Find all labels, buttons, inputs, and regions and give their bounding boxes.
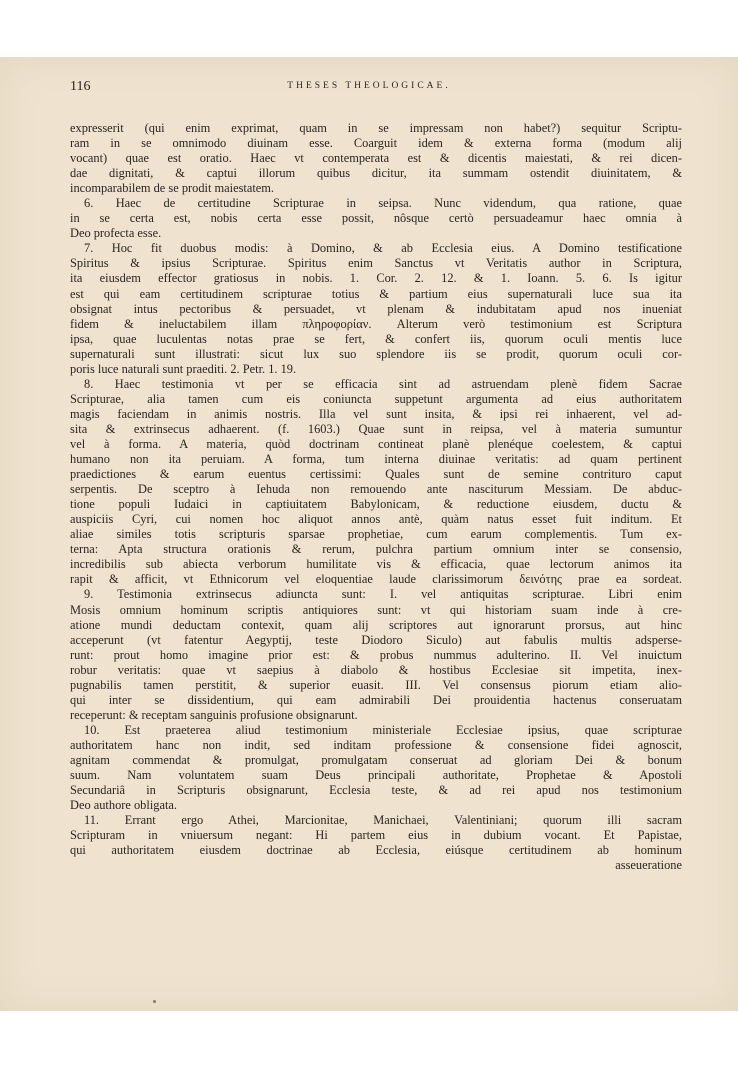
text-line: Deo profecta esse.: [70, 226, 162, 241]
text-line: sita & extrinsecus adhaerent. (f. 1603.) Quae sunt in reipsa, vel à materia sumuntur: [70, 421, 682, 436]
text-line: atione mundi deductam contexit, quam alij scriptores aut ignorarunt prorsus, aut hinc: [70, 617, 682, 632]
text-line: asseueratione: [615, 858, 682, 873]
text-line: 8. Haec testimonia vt per se efficacia sint ad astruendam plenè fidem Sacrae: [84, 376, 682, 391]
text-line: vocant) quae est oratio. Haec vt contemperata est & dicentis maiestati, & rei dicen-: [70, 151, 682, 166]
text-line: auspiciis Cyri, cui nomen hoc aliquot annos antè, quàm natus esset fuit inditum. Et: [70, 512, 682, 527]
text-line: qui authoritatem eiusdem doctrinae ab Ecclesia, eiúsque certitudinem ab hominum: [70, 843, 682, 858]
body-text: [70, 121, 682, 873]
text-line: Scripturae, alia tamen cum eis coniuncta suppetunt argumenta ad eius authoritatem: [70, 391, 682, 406]
text-line: aliae similes totis scripturis sparsae prophetiae, cum earum complementis. Tum ex-: [70, 527, 682, 542]
text-line: Deo authore obligata.: [70, 798, 178, 813]
text-line: tione populi Iudaici in captiuitatem Babylonicam, & reductione eiusdem, ductu &: [70, 497, 682, 512]
text-line: qui inter se dissidentium, qui eam admirabili Dei prouidentia hactenus conseruatam: [70, 692, 682, 707]
text-line: agnitam commendat & promulgat, promulgatam conseruat ad gloriam Dei & bonum: [70, 752, 682, 767]
running-title: THESES THEOLOGICAE.: [287, 81, 451, 91]
text-line: Spiritus & ipsius Scripturae. Spiritus enim Sanctus vt Veritatis author in Scriptura,: [70, 256, 682, 271]
text-line: ram in se omnimodo diuinam esse. Coarguit idem & externa forma (modum alij: [70, 136, 682, 151]
text-line: supernaturali sunt illustrati: sicut lux suo splendore iis se prodit, quorum oculi cor-: [70, 346, 682, 361]
text-line: 7. Hoc fit duobus modis: à Domino, & ab Ecclesia eius. A Domino testificatione: [84, 241, 682, 256]
text-line: in se certa est, nobis certa esse possit, nôsque certò persuadeamur haec omnia à: [70, 211, 682, 226]
paper-speck: [153, 1000, 156, 1003]
text-line: 10. Est praeterea aliud testimonium ministeriale Ecclesiae ipsius, quae scripturae: [84, 722, 682, 737]
book-page: [0, 57, 738, 1011]
text-line: serpentis. De sceptro à Iehuda non remouendo ante nasciturum Messiam. De abduc-: [70, 482, 682, 497]
text-line: magis faciendam in animis nostris. Illa vel sunt insita, & ipsi rei inhaerent, vel ad-: [70, 406, 682, 421]
text-line: dae dignitati, & captui illorum quibus dicitur, ita summam ostendit diuinitatem, &: [70, 166, 682, 181]
text-line: acceperunt (vt fatentur Aegyptij, teste Diodoro Siculo) aut fabulis multis adsperse-: [70, 632, 682, 647]
text-line: fidem & ineluctabilem illam πληροφορίαν. Alterum verò testimonium est Scriptura: [70, 316, 682, 331]
text-line: incredibilis sub abiecta verborum humilitate vis & efficacia, quae lectorum animos ita: [70, 557, 682, 572]
text-line: robur veritatis: quae vt saepius à diabolo & hostibus Ecclesiae sit impetita, inex-: [70, 662, 682, 677]
text-line: runt: prout homo imagine prior est: & probus nummus adulterino. II. Vel inuictum: [70, 647, 682, 662]
text-line: expresserit (qui enim exprimat, quam in se impressam non habet?) sequitur Scriptu-: [70, 121, 682, 135]
text-line: authoritatem hanc non indit, sed inditam professione & consensione fidei agnoscit,: [70, 737, 682, 752]
text-line: suum. Nam voluntatem suam Deus principali authoritate, Prophetae & Apostoli: [70, 768, 682, 783]
text-line: poris luce naturali sunt praediti. 2. Petr. 1. 19.: [70, 361, 297, 376]
text-line: terna: Apta structura orationis & rerum, pulchra partium omnium inter se consensio,: [70, 542, 682, 557]
text-line: incomparabilem de se prodit maiestatem.: [70, 181, 275, 196]
text-line: pugnabilis tamen perstitit, & superior euasit. III. Vel consensus piorum etiam alio-: [70, 677, 682, 692]
text-line: ita eiusdem effector gratiosus in nobis. 1. Cor. 2. 12. & 1. Ioann. 5. 6. Is igitur: [70, 271, 682, 286]
text-line: est qui eam certitudinem scripturae totius & partium eius supernaturali luce sua ita: [70, 286, 682, 301]
text-line: 11. Errant ergo Athei, Marcionitae, Manichaei, Valentiniani; quorum illi sacram: [84, 813, 682, 828]
page-header: [60, 79, 678, 99]
text-line: ipsa, quae luculentas notas prae se fert, & confert iis, quorum oculi mentis luce: [70, 331, 682, 346]
text-line: receperunt: & receptam sanguinis profusione obsignarunt.: [70, 707, 358, 722]
text-line: vel à forma. A materia, quòd doctrinam contineat planè plenéque coelestem, & captui: [70, 436, 682, 451]
text-line: humano non ita peruiam. A forma, tum interna diuinae veritatis: ad quam pertinent: [70, 452, 682, 467]
text-line: Mosis omnium hominum scriptis antiquiores sunt: vt qui historiam suam inde à cre-: [70, 602, 682, 617]
text-line: Secundariâ in Scripturis obsignarunt, Ecclesia teste, & ad rei apud nos testimonium: [70, 783, 682, 798]
text-line: praedictiones & earum euentus certissimi: Quales sunt de semine contrituro caput: [70, 467, 682, 482]
page-number: 116: [70, 79, 91, 94]
text-line: Scripturam in vniuersum negant: Hi partem eius in dubium vocant. Et Papistae,: [70, 828, 682, 843]
text-line: obsignat intus pectoribus & persuadet, vt plenam & indubitatam apud nos inueniat: [70, 301, 682, 316]
text-line: 9. Testimonia extrinsecus adiuncta sunt: I. vel antiquitas scripturae. Libri enim: [84, 587, 682, 602]
text-line: 6. Haec de certitudine Scripturae in seipsa. Nunc videndum, qua ratione, quae: [84, 196, 682, 211]
text-line: rapit & afficit, vt Ethnicorum vel eloquentiae laude clarissimorum δεινότης prae ea sordeat.: [70, 572, 682, 587]
